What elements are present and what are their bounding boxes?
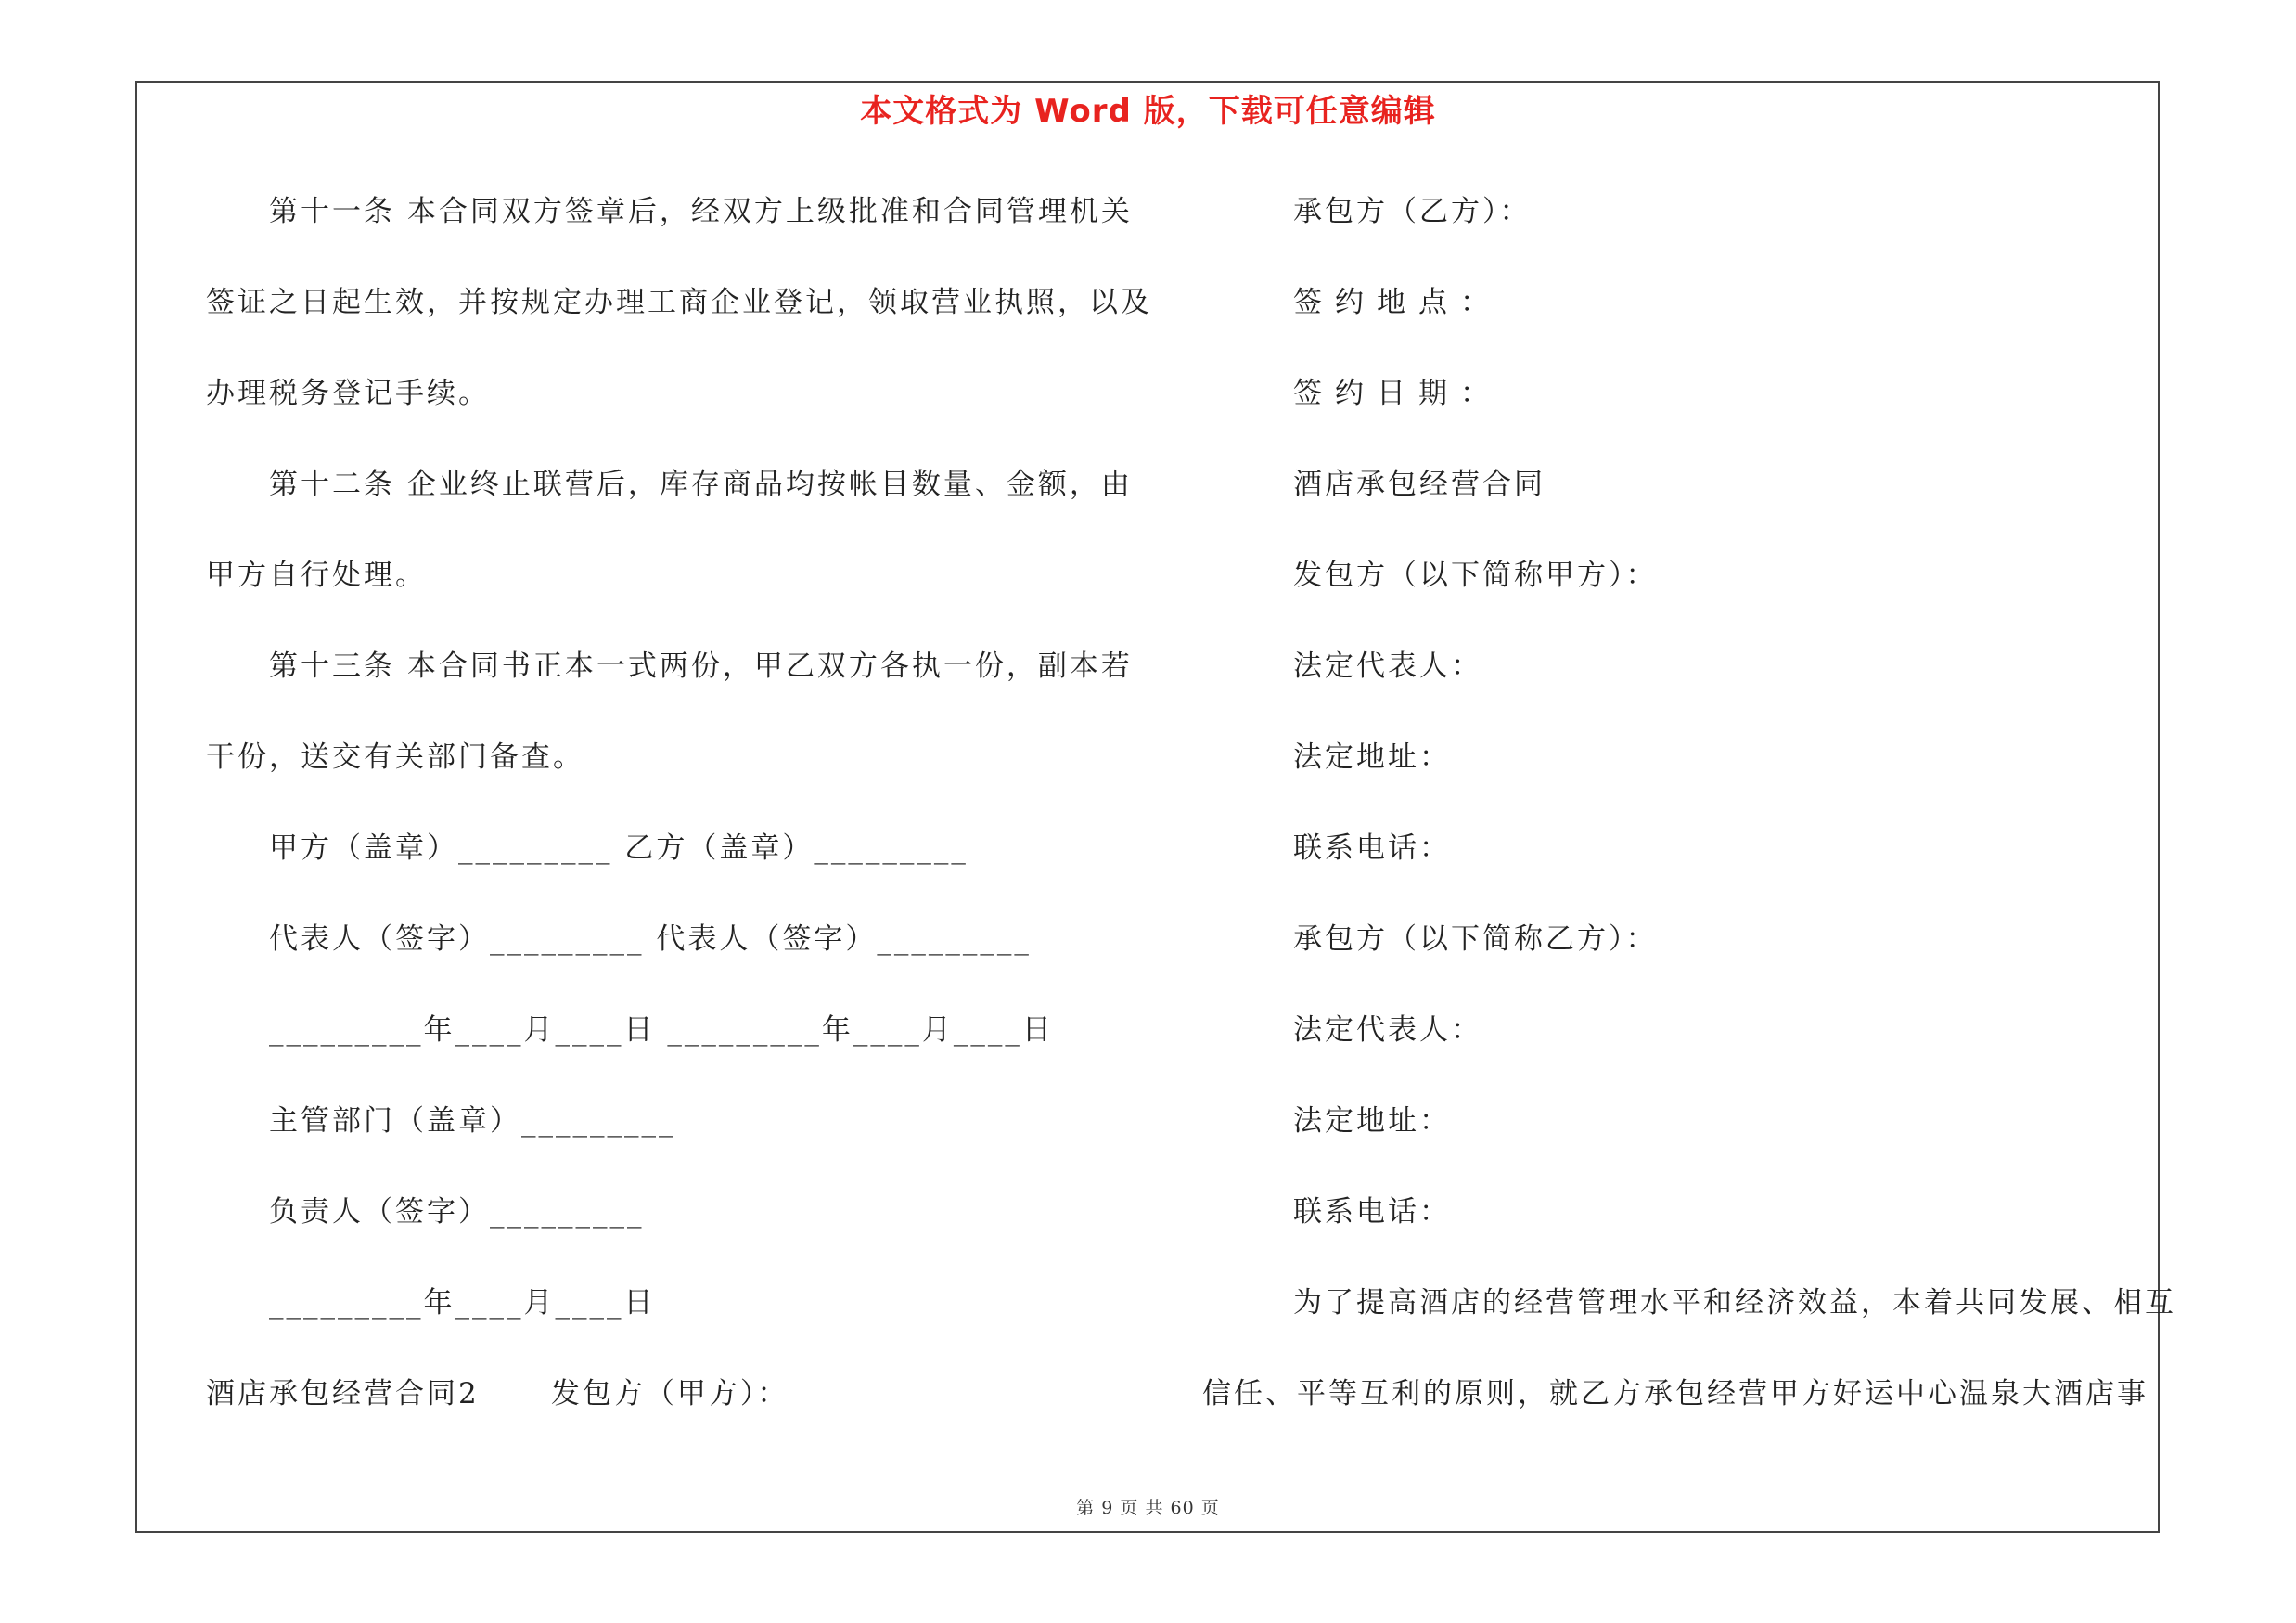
contractor-address-label: 法定地址：: [1293, 1104, 1451, 1138]
signing-date-label: 签约日期：: [1293, 377, 1502, 410]
article-13-line-2: 干份，送交有关部门备查。: [206, 741, 584, 774]
article-11-line-1: 第十一条 本合同双方签章后，经双方上级批准和合同管理机关: [269, 195, 1133, 228]
contractor-label: 承包方（乙方）：: [1293, 195, 1532, 228]
page-number-footer: 第 9 页 共 60 页: [1076, 1498, 1220, 1518]
party-seal-line: 甲方（盖章）_________ 乙方（盖章）_________: [269, 831, 968, 865]
article-11-line-3: 办理税务登记手续。: [206, 377, 490, 410]
employer-address-label: 法定地址：: [1293, 741, 1451, 774]
article-12-line-1: 第十二条 企业终止联营后，库存商品均按帐目数量、金额，由: [269, 468, 1133, 501]
contractor-full-label: 承包方（以下简称乙方）：: [1293, 922, 1658, 956]
employer-legal-rep-label: 法定代表人：: [1293, 650, 1482, 683]
contractor-legal-rep-label: 法定代表人：: [1293, 1013, 1482, 1047]
article-13-line-1: 第十三条 本合同书正本一式两份，甲乙双方各执一份，副本若: [269, 650, 1133, 683]
responsible-person-line: 负责人（签字）_________: [269, 1195, 645, 1229]
contractor-phone-label: 联系电话：: [1293, 1195, 1451, 1229]
contract-title: 酒店承包经营合同: [1293, 468, 1546, 501]
signing-place-label: 签约地点：: [1293, 286, 1502, 319]
signing-date-line: _________年____月____日 _________年____月____日: [269, 1013, 1054, 1047]
word-format-banner: 本文格式为 Word 版，下载可任意编辑: [860, 93, 1436, 130]
preamble-line-1: 为了提高酒店的经营管理水平和经济效益，本着共同发展、相互: [1293, 1286, 2176, 1320]
article-11-line-2: 签证之日起生效，并按规定办理工商企业登记，领取营业执照，以及: [206, 286, 1152, 319]
authority-seal-line: 主管部门（盖章）_________: [269, 1104, 676, 1138]
article-12-line-2: 甲方自行处理。: [206, 559, 427, 592]
employer-phone-label: 联系电话：: [1293, 831, 1451, 865]
representative-signature-line: 代表人（签字）_________ 代表人（签字）_________: [269, 922, 1032, 956]
contract-2-heading-line: 酒店承包经营合同2 发包方（甲方）：: [206, 1377, 789, 1410]
authority-date-line: _________年____月____日: [269, 1286, 656, 1320]
preamble-line-2: 信任、平等互利的原则，就乙方承包经营甲方好运中心温泉大酒店事: [1202, 1377, 2148, 1410]
employer-label: 发包方（以下简称甲方）：: [1293, 559, 1658, 592]
